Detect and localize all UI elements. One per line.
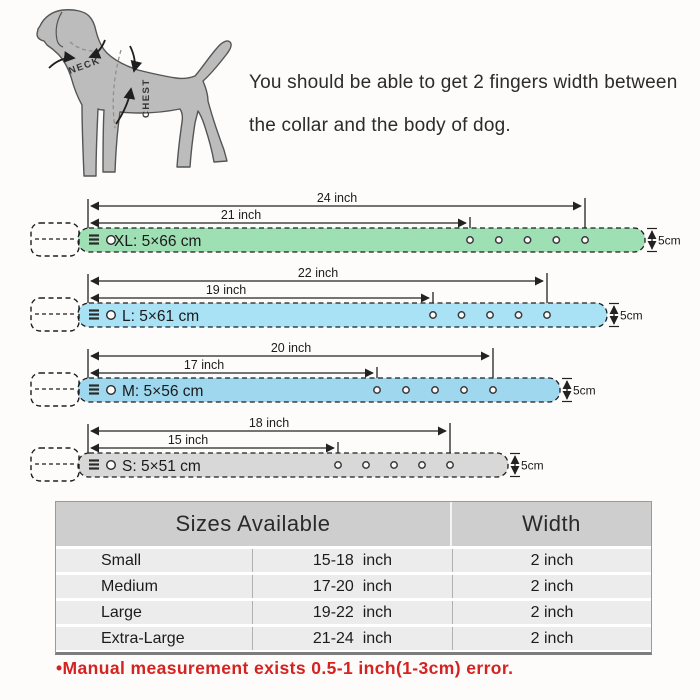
collar-hole bbox=[403, 387, 409, 393]
dim-total-label: 18 inch bbox=[248, 416, 290, 430]
collar-hole bbox=[363, 462, 369, 468]
width-dim-label: 5cm bbox=[658, 233, 681, 248]
dog-body bbox=[37, 10, 231, 176]
size-range-cell: 17-20 inch bbox=[252, 575, 452, 598]
size-name-cell: Extra-Large bbox=[101, 629, 185, 647]
size-range-cell: 21-24 inch bbox=[252, 627, 452, 650]
note-text: Manual measurement exists 0.5-1 inch(1-3cm) error. bbox=[62, 658, 514, 678]
size-range-cell: 19-22 inch bbox=[252, 601, 452, 624]
collar-hole bbox=[391, 462, 397, 468]
dim-total-label: 24 inch bbox=[316, 191, 358, 205]
collar-diagram-l bbox=[0, 263, 700, 338]
table-row bbox=[56, 549, 651, 572]
width-header: Width bbox=[450, 502, 651, 546]
collar-size-label: M: 5×56 cm bbox=[122, 383, 204, 400]
dim-adjust-label: 15 inch bbox=[167, 433, 209, 447]
collar-hole bbox=[490, 387, 496, 393]
buckle-hole bbox=[107, 311, 116, 320]
size-name-cell: Medium bbox=[101, 577, 158, 595]
dog-silhouette-svg bbox=[0, 0, 260, 195]
measurement-error-note bbox=[56, 658, 513, 679]
collar-hole bbox=[335, 462, 341, 468]
width-dim-label: 5cm bbox=[521, 458, 544, 473]
collar-hole bbox=[458, 312, 464, 318]
width-cell: 2 inch bbox=[452, 575, 651, 598]
width-dim-label: 5cm bbox=[620, 308, 643, 323]
collar-size-label: S: 5×51 cm bbox=[122, 458, 201, 475]
sizes-table bbox=[55, 501, 652, 655]
dim-adjust-label: 17 inch bbox=[183, 358, 225, 372]
neck-label: NECK bbox=[67, 55, 102, 77]
dim-total-label: 20 inch bbox=[270, 341, 312, 355]
collar-diagram-m bbox=[0, 338, 700, 413]
collar-hole bbox=[515, 312, 521, 318]
table-row bbox=[56, 601, 651, 624]
collar-hole bbox=[496, 237, 502, 243]
table-row bbox=[56, 575, 651, 598]
width-cell: 2 inch bbox=[452, 627, 651, 650]
sizes-table-body bbox=[56, 549, 651, 652]
table-row bbox=[56, 627, 651, 650]
collar-hole bbox=[582, 237, 588, 243]
sizes-table-header bbox=[56, 502, 651, 546]
size-name-cell: Large bbox=[101, 603, 142, 621]
chest-label: CHEST bbox=[141, 78, 152, 118]
width-cell: 2 inch bbox=[452, 601, 651, 624]
collar-hole bbox=[487, 312, 493, 318]
collar-hole bbox=[447, 462, 453, 468]
dim-adjust-label: 21 inch bbox=[220, 208, 262, 222]
collar-hole bbox=[419, 462, 425, 468]
collar-hole bbox=[544, 312, 550, 318]
size-range-cell: 15-18 inch bbox=[252, 549, 452, 572]
dog-illustration bbox=[0, 0, 260, 200]
collar-hole bbox=[461, 387, 467, 393]
collar-hole bbox=[467, 237, 473, 243]
width-cell: 2 inch bbox=[452, 549, 651, 572]
collar-hole bbox=[374, 387, 380, 393]
collar-size-label: XL: 5×66 cm bbox=[114, 233, 202, 250]
collar-hole bbox=[430, 312, 436, 318]
collar-diagram-xl bbox=[0, 188, 700, 263]
buckle-hole bbox=[107, 386, 116, 395]
collar-diagram-s bbox=[0, 413, 700, 488]
width-dim-label: 5cm bbox=[573, 383, 596, 398]
sizes-available-header: Sizes Available bbox=[175, 511, 331, 536]
collar-hole bbox=[524, 237, 530, 243]
fit-instruction-line-2: the collar and the body of dog. bbox=[249, 115, 511, 136]
collar-hole bbox=[432, 387, 438, 393]
fit-instruction bbox=[249, 72, 694, 158]
dim-total-label: 22 inch bbox=[297, 266, 339, 280]
note-bullet: • bbox=[56, 658, 63, 678]
collar-size-label: L: 5×61 cm bbox=[122, 308, 200, 325]
dim-adjust-label: 19 inch bbox=[205, 283, 247, 297]
collar-hole bbox=[553, 237, 559, 243]
size-name-cell: Small bbox=[101, 551, 142, 569]
buckle-hole bbox=[107, 461, 116, 470]
fit-instruction-line-1: You should be able to get 2 fingers width between bbox=[249, 72, 678, 93]
